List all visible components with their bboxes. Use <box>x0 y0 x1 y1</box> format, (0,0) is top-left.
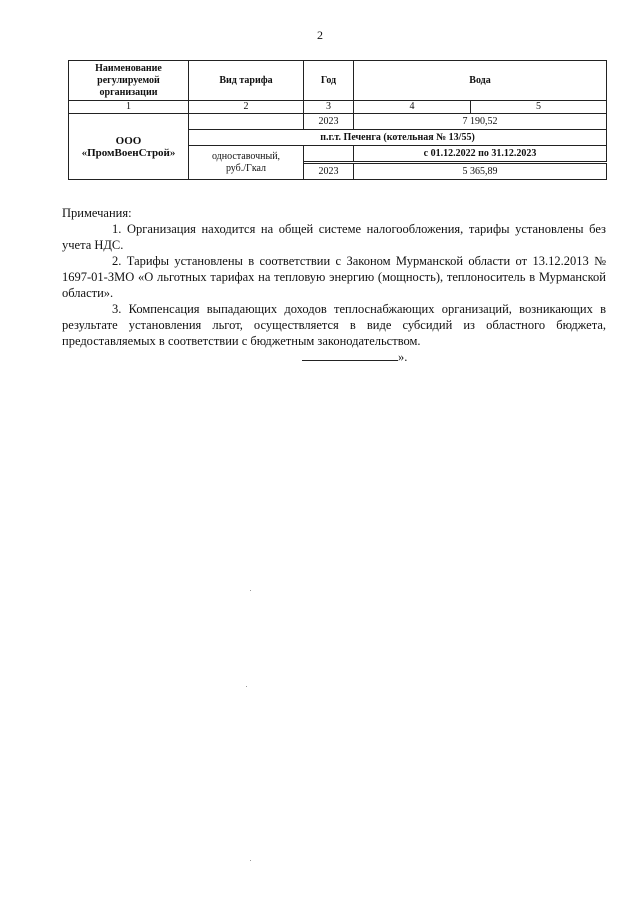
tariff-type-line1: одноставочный, <box>211 150 281 162</box>
scan-speck <box>250 590 251 591</box>
header-water: Вода <box>354 61 607 101</box>
row-bottom-value: 5 365,89 <box>354 164 607 180</box>
header-org: Наименование регулируемой организации <box>69 61 189 101</box>
scan-speck <box>250 860 251 861</box>
organization-line1: ООО <box>115 134 142 147</box>
notes-heading: Примечания: <box>62 206 132 220</box>
scan-speck <box>246 686 247 687</box>
row-top-year: 2023 <box>304 114 354 130</box>
col-number-3: 3 <box>304 101 354 114</box>
closing-line <box>302 350 407 365</box>
location-row: п.г.т. Печенга (котельная № 13/55) <box>189 130 607 146</box>
notes-section <box>62 205 606 349</box>
col-number-5: 5 <box>471 101 607 114</box>
organization-cell <box>69 114 189 180</box>
page-number: 2 <box>317 28 323 42</box>
col-number-2: 2 <box>189 101 304 114</box>
tariff-type-line2: руб./Гкал <box>225 162 267 174</box>
tariff-type-cell <box>189 146 304 180</box>
period-empty-cell <box>304 146 354 162</box>
header-year: Год <box>304 61 354 101</box>
header-tariff-type: Вид тарифа <box>189 61 304 101</box>
note-item-3: 3. Компенсация выпадающих доходов теплоснабжающих организаций, возникающих в результате установления льгот, осуществляется в виде субсидий из областного бюджета, предоставляемых в соответствии с бюджетным законодательством. <box>62 302 606 348</box>
row-bottom-year: 2023 <box>304 164 354 180</box>
closing-quote: ». <box>398 350 408 364</box>
row-top-value: 7 190,52 <box>354 114 607 130</box>
organization-line2: «ПромВоенСтрой» <box>81 146 176 159</box>
col-number-4: 4 <box>354 101 471 114</box>
signature-underline <box>302 350 398 361</box>
period-row: с 01.12.2022 по 31.12.2023 <box>354 146 607 162</box>
note-item-2: 2. Тарифы установлены в соответствии с Законом Мурманской области от 13.12.2013 № 1697-01-ЗМО «О льготных тарифах на тепловую энергию (мощность), теплоноситель в Мурманской области». <box>62 254 606 300</box>
tariff-table <box>68 60 607 180</box>
note-item-1: 1. Организация находится на общей системе налогообложения, тарифы установлены без учета НДС. <box>62 222 606 252</box>
tariff-type-empty-cell <box>189 114 304 130</box>
col-number-1: 1 <box>69 101 189 114</box>
